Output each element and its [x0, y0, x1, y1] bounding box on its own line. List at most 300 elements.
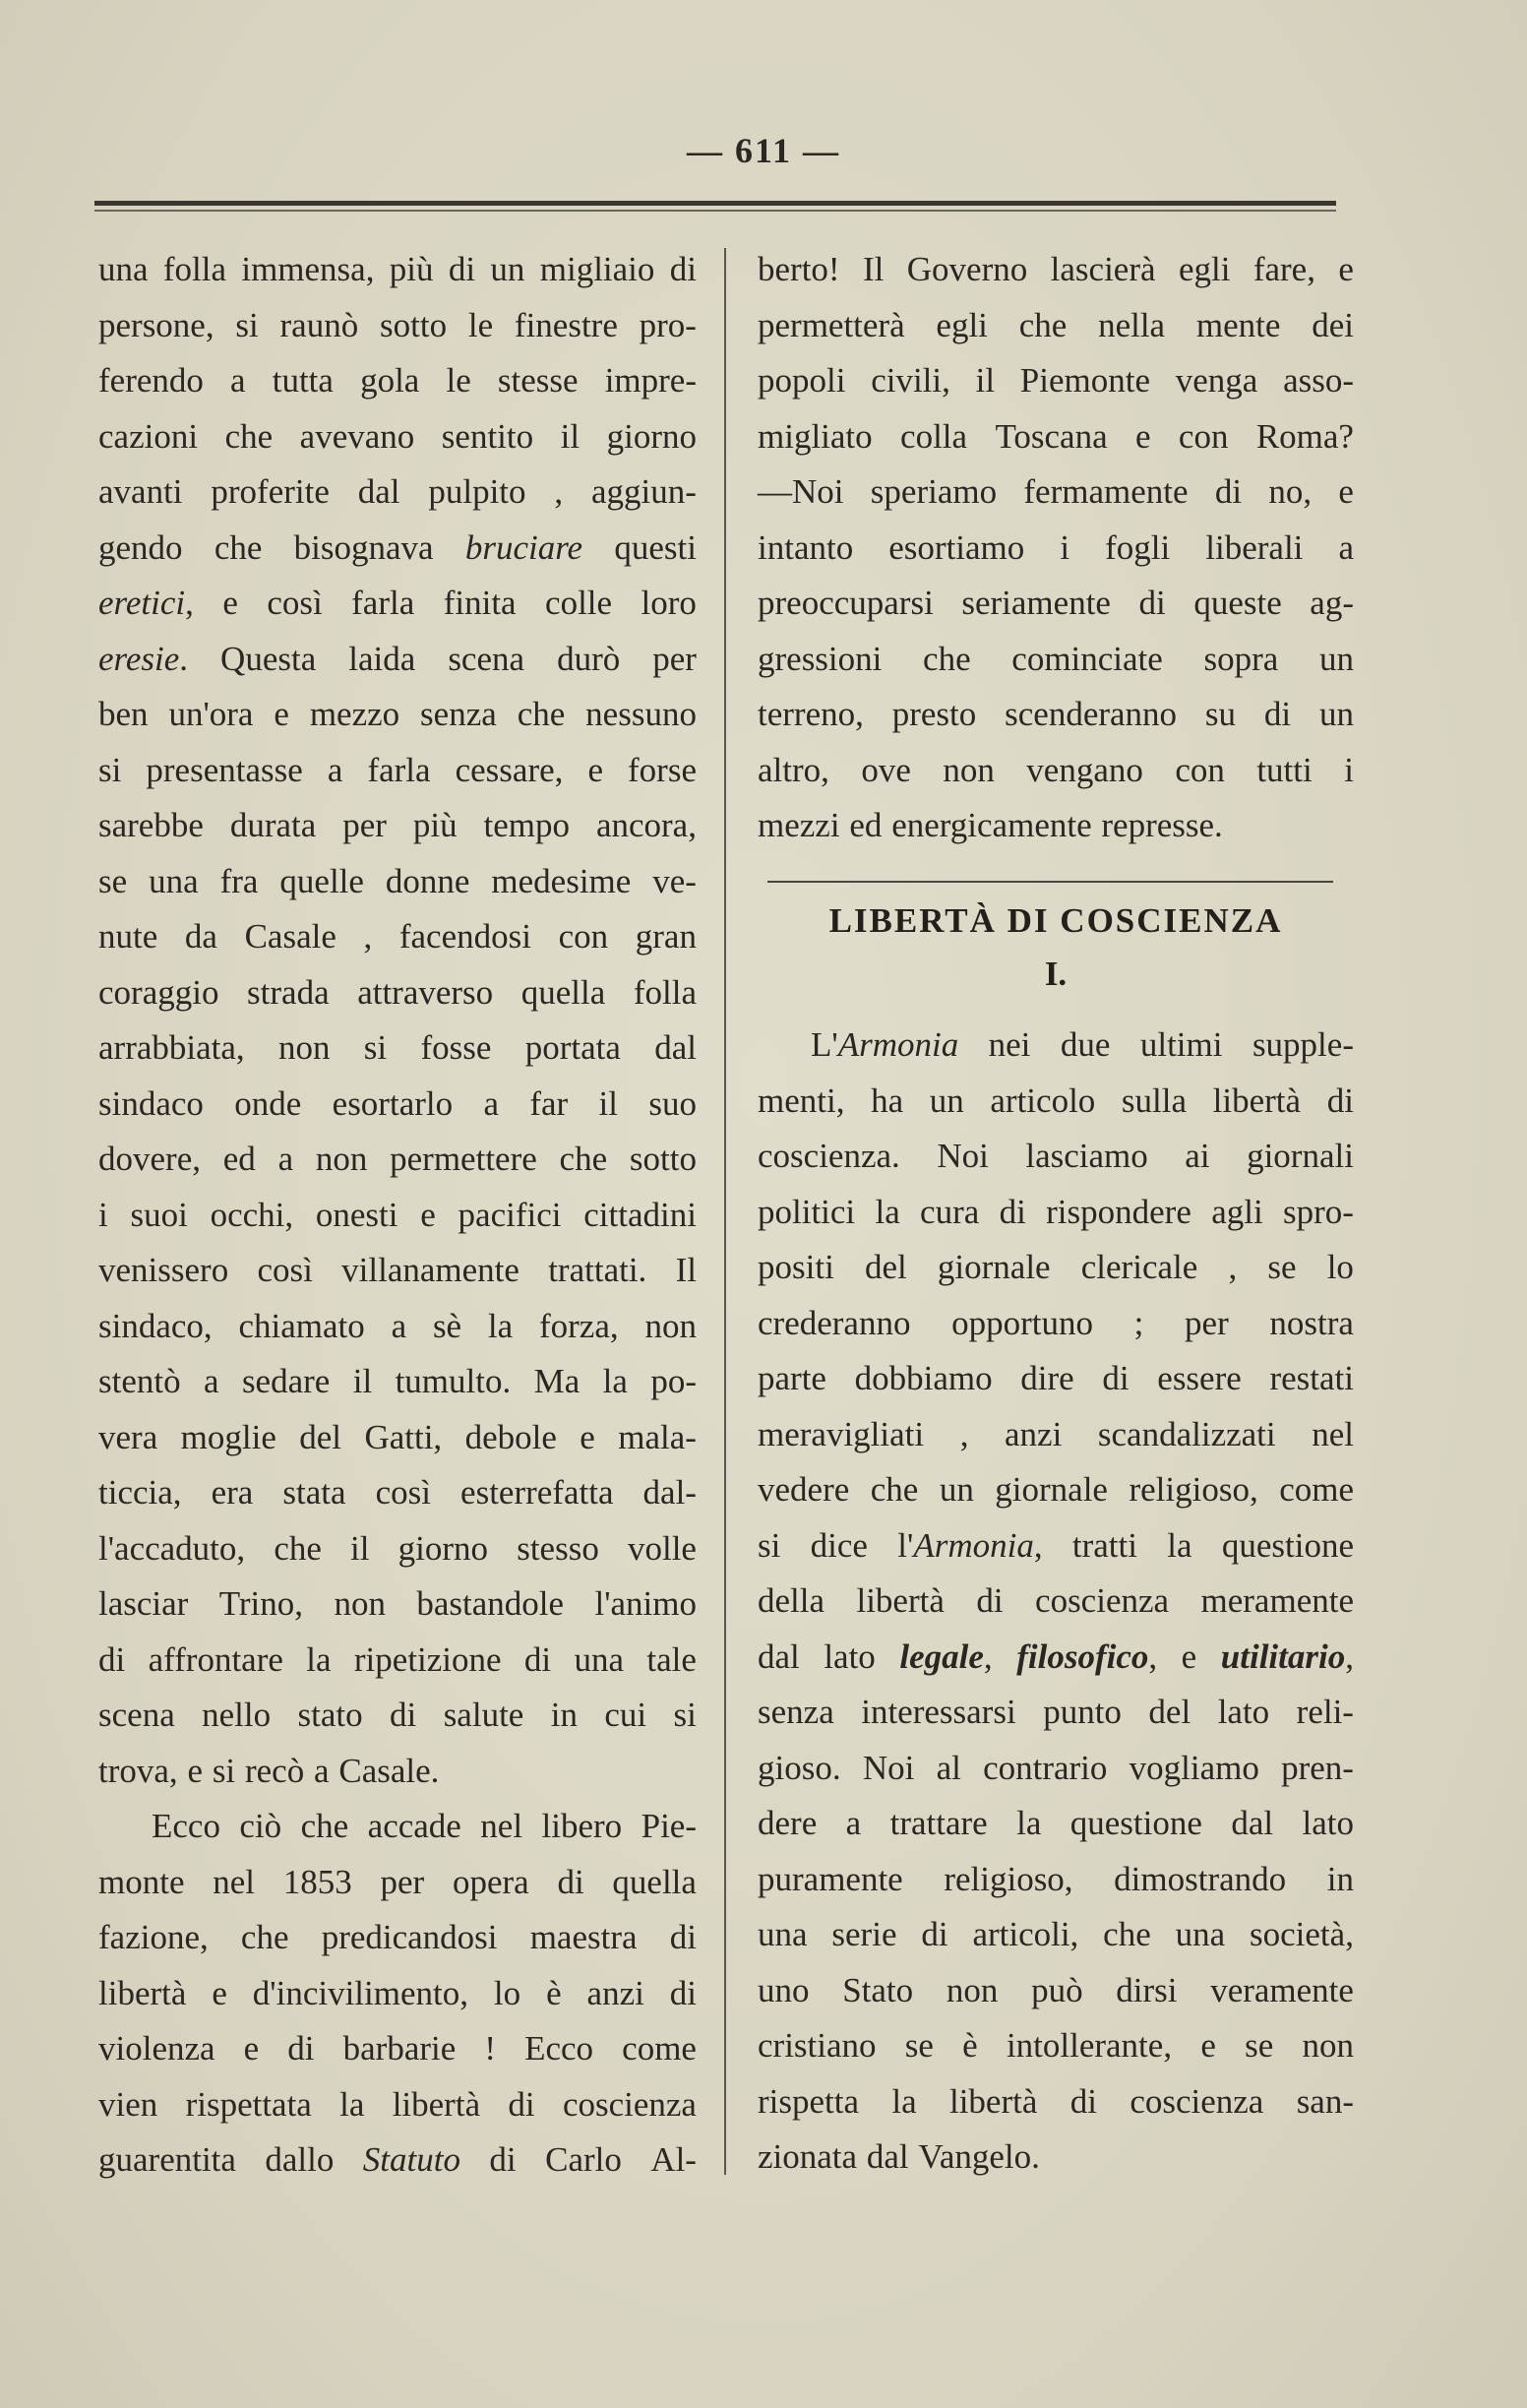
word: dal: [758, 1636, 800, 1676]
word: questione: [1221, 1525, 1354, 1565]
word: uno: [758, 1970, 810, 2009]
word: L'Armonia: [811, 1025, 959, 1064]
word: dobbiamo: [854, 1359, 993, 1397]
word: barbarie: [342, 2029, 457, 2068]
header-rule-thin: [94, 210, 1336, 212]
word: a: [1338, 527, 1354, 567]
text-line: [98, 1576, 697, 1633]
word: questione: [1069, 1804, 1202, 1842]
word: affrontare: [148, 1639, 283, 1679]
text-line: [98, 2132, 697, 2189]
text-line: [758, 1518, 1354, 1574]
word: opportuno: [951, 1303, 1093, 1342]
word: il: [598, 1083, 618, 1123]
word: giorno: [606, 416, 697, 456]
word: gendo: [98, 527, 183, 567]
word: sentito: [441, 416, 534, 456]
word: civili,: [871, 361, 950, 400]
word: quella: [612, 1862, 697, 1901]
column-divider: [724, 248, 726, 2175]
word: non: [644, 1306, 697, 1345]
word: interessarsi: [861, 1693, 1016, 1731]
word: giornale: [995, 1470, 1108, 1509]
word: che: [517, 695, 566, 733]
word: coscienza: [1035, 1581, 1170, 1620]
word: dere: [758, 1804, 818, 1842]
right-column-bottom: [758, 1018, 1354, 2186]
word: speriamo: [870, 472, 998, 511]
text-line: [98, 1744, 697, 1800]
word: nel: [1312, 1414, 1354, 1453]
text-line: [758, 1907, 1354, 1963]
word: Il: [862, 250, 885, 288]
word: Ecco: [524, 2029, 594, 2068]
text-line: [758, 1074, 1354, 1130]
word: sotto: [380, 305, 448, 344]
word: dei: [1312, 305, 1354, 344]
word: ultimi: [1139, 1025, 1223, 1064]
word: la: [487, 1306, 514, 1345]
word: a: [277, 1140, 294, 1178]
word: non: [946, 1970, 999, 2009]
word: il: [352, 1362, 373, 1400]
text-line: [758, 1796, 1354, 1852]
word: laida: [348, 639, 416, 678]
text-line: [758, 242, 1354, 298]
word: colle: [545, 584, 613, 622]
word: predicandosi: [321, 1918, 498, 1956]
word: folla: [633, 972, 697, 1012]
text-line: [98, 1299, 697, 1355]
word: del: [1148, 1693, 1191, 1731]
word: rispetta: [758, 2081, 860, 2121]
word: volle: [627, 1528, 697, 1568]
word: Piemonte: [1019, 361, 1151, 400]
word: libertà: [392, 2084, 481, 2124]
word: senza: [758, 1693, 834, 1731]
word: di: [921, 1915, 948, 1953]
word: ticcia,: [98, 1473, 182, 1512]
word: che: [274, 1528, 322, 1568]
word: di: [489, 2140, 517, 2179]
word: vera: [98, 1417, 158, 1456]
word: Noi: [862, 1748, 915, 1787]
word: mala-: [618, 1417, 697, 1456]
word: una: [574, 1639, 625, 1679]
word: a: [204, 1362, 219, 1400]
word: la: [875, 1192, 900, 1231]
word: di: [1138, 584, 1166, 622]
word: preoccuparsi: [758, 584, 934, 622]
word: e: [1181, 1636, 1197, 1676]
text-line: [98, 854, 697, 910]
word: e: [420, 1195, 436, 1234]
word: liberali: [1205, 527, 1304, 567]
word: nel: [213, 1862, 255, 1901]
word: aggiun-: [591, 472, 697, 511]
word: Statuto: [362, 2140, 460, 2179]
word: il: [350, 1528, 370, 1568]
word: articolo: [990, 1081, 1096, 1120]
word: sopra: [1203, 639, 1279, 678]
word: puramente: [758, 1859, 903, 1898]
text-line: [98, 409, 697, 465]
word: Vangelo.: [918, 2137, 1040, 2176]
text-line: [98, 909, 697, 965]
word: di: [1326, 1081, 1354, 1120]
word: così: [257, 1251, 313, 1289]
word: di: [1102, 1359, 1130, 1397]
word: ripetizione: [353, 1639, 502, 1679]
word: cui: [604, 1696, 647, 1734]
word: ciò: [239, 1807, 282, 1845]
page-number: — 611 —: [686, 131, 840, 170]
word: pro-: [639, 305, 697, 344]
word: accade: [367, 1807, 461, 1845]
word: società,: [1250, 1915, 1354, 1953]
word: si: [235, 305, 259, 344]
word: a: [483, 1083, 499, 1123]
word: Questa: [220, 639, 317, 678]
text-line: [758, 1963, 1354, 2019]
word: sarebbe: [98, 806, 204, 844]
word: suoi: [130, 1195, 188, 1234]
word: legale,: [899, 1636, 993, 1676]
word: con: [1178, 416, 1229, 456]
word: forse: [628, 750, 697, 789]
word: il: [560, 416, 580, 456]
word: e: [1134, 416, 1151, 456]
word: tumulto.: [395, 1362, 512, 1400]
word: ferendo: [98, 361, 204, 400]
word: come: [1279, 1470, 1354, 1509]
word: represse.: [1101, 806, 1223, 844]
word: donne: [385, 861, 470, 900]
word: no,: [1268, 472, 1313, 511]
word: i: [1344, 750, 1354, 789]
word: venissero: [98, 1251, 229, 1289]
word: migliaio: [539, 250, 655, 288]
word: ;: [1133, 1303, 1144, 1342]
word: meramente: [1200, 1581, 1354, 1620]
word: Il: [675, 1251, 697, 1289]
word: cittadini: [583, 1195, 697, 1234]
word: queste: [1193, 584, 1282, 622]
word: è: [546, 1973, 562, 2012]
word: venga: [1175, 361, 1258, 400]
text-line: [98, 798, 697, 854]
word: loro: [641, 584, 697, 622]
word: 1853: [282, 1862, 352, 1901]
word: cristiano: [758, 2026, 877, 2065]
word: senza: [420, 695, 497, 733]
word: di: [669, 1918, 697, 1956]
word: farla: [351, 584, 415, 622]
word: di: [669, 250, 697, 288]
word: e: [1338, 472, 1354, 511]
word: giorno: [397, 1528, 489, 1568]
word: po-: [650, 1362, 697, 1400]
word: i: [98, 1195, 108, 1234]
word: pulpito: [428, 472, 526, 511]
word: da: [184, 917, 217, 956]
word: meravigliati: [758, 1414, 925, 1453]
word: debole: [464, 1417, 557, 1456]
word: contrario: [983, 1748, 1108, 1787]
word: energicamente: [891, 806, 1092, 844]
word: dal: [1231, 1804, 1274, 1842]
word: stentò: [98, 1362, 181, 1400]
word: anzi: [586, 1973, 644, 2012]
word: e: [222, 584, 238, 622]
word: che: [214, 527, 263, 567]
word: una: [758, 1915, 808, 1953]
word: si: [98, 750, 122, 789]
word: recò: [244, 1751, 305, 1790]
word: ed: [222, 1140, 256, 1178]
word: stato: [297, 1696, 363, 1734]
text-line: [758, 1296, 1354, 1352]
word: spro-: [1282, 1192, 1354, 1231]
word: Al-: [650, 2140, 697, 2179]
word: nei: [988, 1025, 1031, 1064]
word: si: [363, 1028, 388, 1067]
word: che: [559, 1140, 608, 1178]
word: e: [274, 695, 289, 733]
text-line: [758, 743, 1354, 799]
word: chiamato: [238, 1306, 365, 1345]
word: salute: [443, 1696, 524, 1734]
word: e: [212, 1973, 227, 2012]
word: coscienza: [1130, 2081, 1264, 2121]
text-line: [758, 2074, 1354, 2130]
word: che: [300, 1807, 349, 1845]
word: fazione,: [98, 1918, 209, 1956]
word: dice: [810, 1525, 868, 1565]
word: sè: [432, 1306, 462, 1345]
word: seriamente: [961, 584, 1111, 622]
word: non: [315, 1140, 368, 1178]
word: a: [314, 1751, 330, 1790]
text-line: [758, 1852, 1354, 1908]
word: tale: [646, 1639, 697, 1679]
word: rispondere: [1046, 1192, 1191, 1231]
word: scena: [448, 639, 525, 678]
word: e: [580, 1417, 595, 1456]
word: mezzo: [309, 695, 400, 733]
word: lato: [1302, 1804, 1354, 1842]
word: nello: [202, 1696, 272, 1734]
word: e: [1338, 250, 1354, 288]
word: per: [652, 639, 697, 678]
word: ed: [849, 806, 883, 844]
word: le: [446, 361, 471, 400]
word: Trino,: [218, 1584, 304, 1623]
word: libero: [541, 1807, 623, 1845]
word: che: [870, 1470, 919, 1509]
word: tutti: [1256, 750, 1313, 789]
word: popoli: [758, 361, 846, 400]
word: Toscana: [995, 416, 1108, 456]
word: di: [1263, 695, 1292, 733]
word: facendosi: [398, 917, 531, 956]
text-line: [98, 1521, 697, 1577]
word: reli-: [1296, 1693, 1354, 1731]
word: moglie: [180, 1417, 276, 1456]
word: non: [334, 1584, 386, 1623]
word: cura: [920, 1192, 980, 1231]
word: ,: [554, 472, 564, 511]
word: che: [240, 1918, 289, 1956]
left-column: [98, 242, 697, 2189]
word: lato: [824, 1636, 876, 1676]
word: di: [448, 250, 476, 288]
word: libertà: [98, 1973, 187, 2012]
word: se: [98, 861, 128, 900]
word: lo: [1326, 1248, 1354, 1286]
word: violenza: [98, 2029, 215, 2068]
word: quella: [520, 972, 606, 1012]
word: gioso.: [758, 1748, 841, 1787]
word: crederanno: [758, 1303, 911, 1342]
word: portata: [524, 1028, 621, 1067]
word: coscienza.: [758, 1137, 900, 1175]
word: onesti: [315, 1195, 398, 1234]
word: Casale.: [338, 1751, 440, 1790]
word: dirsi: [1116, 1970, 1178, 2009]
word: scenderanno: [1005, 695, 1178, 733]
word: trova,: [98, 1751, 178, 1790]
word: la: [339, 2084, 365, 2124]
word: un: [939, 1470, 974, 1509]
word: lato: [1217, 1693, 1270, 1731]
word: anzi: [1005, 1414, 1063, 1453]
word: fogli: [1105, 527, 1171, 567]
word: nel: [480, 1807, 523, 1845]
text-line: [758, 409, 1354, 465]
text-line: [758, 1351, 1354, 1407]
word: di: [523, 1639, 552, 1679]
word: un: [929, 1081, 964, 1120]
word: si: [212, 1751, 236, 1790]
word: che: [224, 416, 274, 456]
text-line: [758, 1741, 1354, 1797]
word: presentasse: [146, 750, 303, 789]
word: in: [1326, 1859, 1354, 1898]
word: stata: [282, 1473, 346, 1512]
word: giornale: [937, 1248, 1051, 1286]
word: ,: [363, 917, 373, 956]
text-line: [98, 1077, 697, 1133]
word: nute: [98, 917, 158, 956]
text-line: [758, 521, 1354, 577]
text-line: [98, 242, 697, 298]
text-line: [98, 464, 697, 521]
word: trattare: [889, 1804, 988, 1842]
word: egli: [1178, 250, 1231, 288]
word: Casale: [244, 917, 336, 956]
word: a: [327, 750, 343, 789]
word: scena: [98, 1696, 175, 1734]
word: una: [149, 861, 199, 900]
text-line: [758, 1685, 1354, 1741]
word: religioso,: [944, 1859, 1073, 1898]
word: di: [669, 1973, 697, 2012]
word: altro,: [758, 750, 829, 789]
word: Noi: [937, 1137, 989, 1175]
word: due: [1060, 1025, 1111, 1064]
word: in: [550, 1696, 578, 1734]
word: permettere: [390, 1140, 537, 1178]
word: fermamente: [1023, 472, 1189, 511]
word: eretici,: [98, 584, 194, 622]
word: persone,: [98, 305, 214, 344]
word: terreno,: [758, 695, 864, 733]
text-line: [98, 1188, 697, 1244]
text-line: [758, 1018, 1354, 1074]
text-line: [758, 1462, 1354, 1518]
word: mezzi: [758, 806, 840, 844]
word: positi: [758, 1248, 834, 1286]
word: egli: [936, 305, 988, 344]
word: ai: [1185, 1137, 1210, 1175]
text-line: [758, 1185, 1354, 1241]
word: Governo: [906, 250, 1028, 288]
word: utilitario,: [1220, 1636, 1354, 1676]
word: essere: [1157, 1359, 1242, 1397]
word: avanti: [98, 472, 183, 511]
word: filosofico,: [1016, 1636, 1158, 1676]
text-line: [98, 1354, 697, 1410]
word: esterrefatta: [460, 1473, 614, 1512]
word: menti,: [758, 1081, 845, 1120]
text-line: [758, 687, 1354, 743]
text-line: [98, 1243, 697, 1299]
word: punto: [1043, 1693, 1122, 1731]
word: non: [1302, 2026, 1354, 2065]
word: berto!: [758, 250, 840, 288]
text-line: [758, 464, 1354, 521]
word: ha: [871, 1081, 904, 1120]
text-line: [98, 298, 697, 354]
word: nessuno: [585, 695, 697, 733]
section-title: LIBERTÀ DI COSCIENZA: [828, 901, 1283, 940]
word: religioso,: [1129, 1470, 1258, 1509]
word: gran: [635, 917, 697, 956]
word: un'ora: [168, 695, 254, 733]
word: per: [342, 806, 387, 844]
word: che: [1018, 305, 1068, 344]
word: suo: [648, 1083, 697, 1123]
text-line: [98, 1132, 697, 1188]
word: si: [673, 1696, 697, 1734]
word: tempo: [483, 806, 571, 844]
word: le: [467, 305, 494, 344]
word: di: [1069, 2081, 1097, 2121]
word: esortiamo: [888, 527, 1025, 567]
word: è: [962, 2026, 978, 2065]
word: un: [1318, 639, 1354, 678]
text-line: [98, 1688, 697, 1744]
text-line: [758, 1129, 1354, 1185]
word: veramente: [1210, 1970, 1354, 2009]
word: che: [923, 639, 971, 678]
word: dal: [654, 1028, 697, 1067]
word: una: [1175, 1915, 1226, 1953]
word: farla: [367, 750, 431, 789]
word: lo: [493, 1973, 521, 2012]
text-line: [98, 1799, 697, 1855]
